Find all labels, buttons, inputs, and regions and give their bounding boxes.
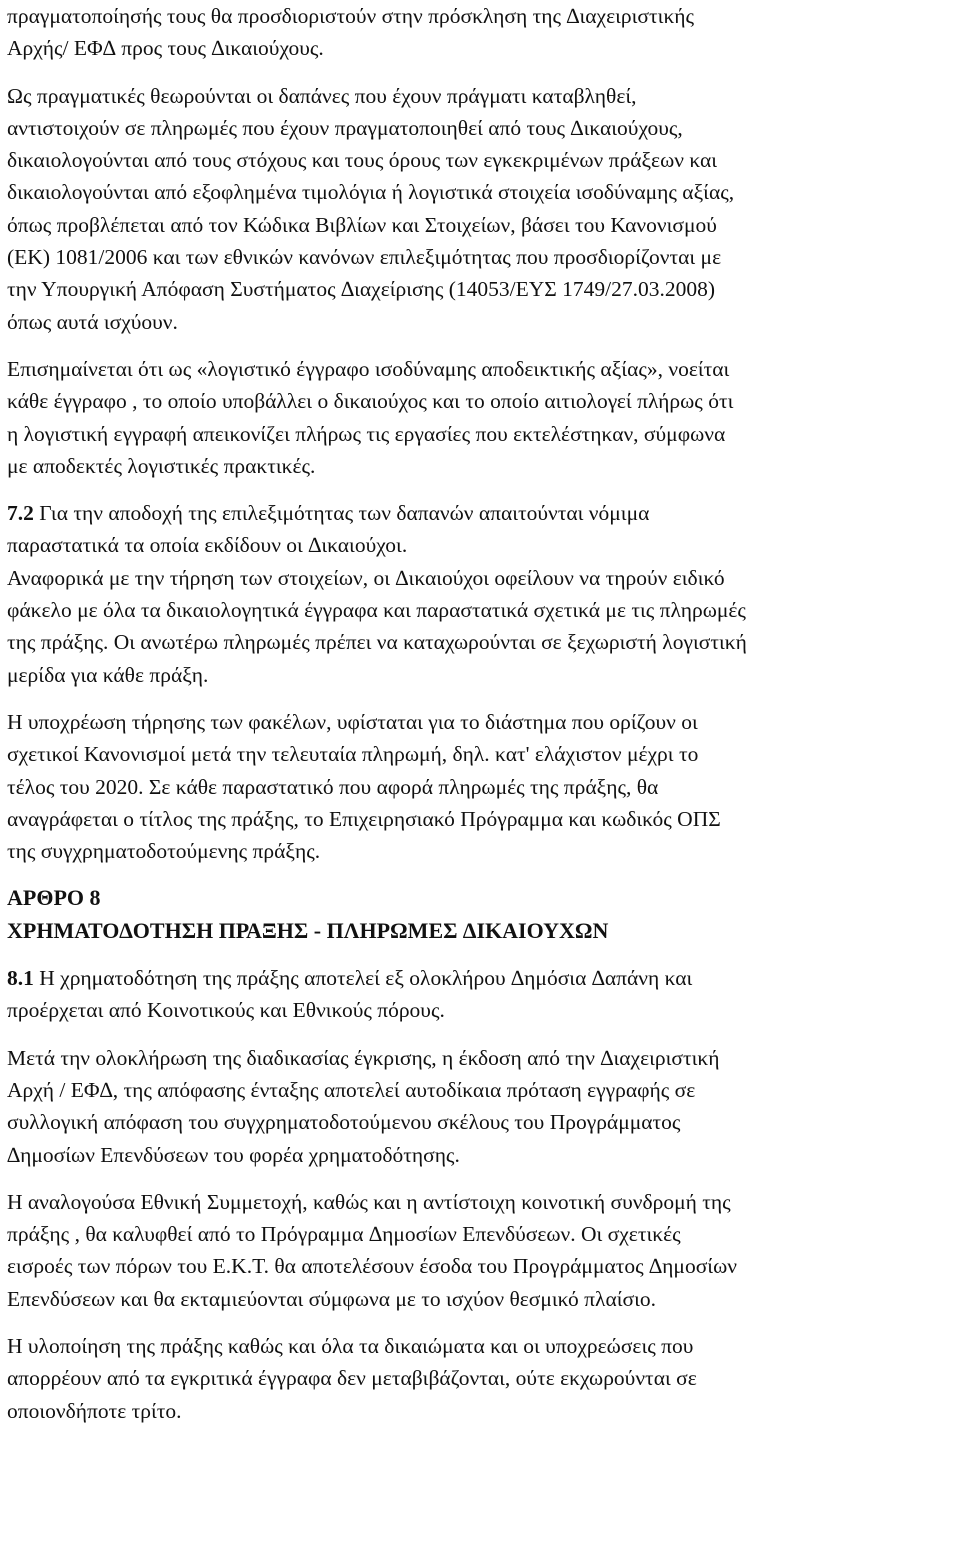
- paragraph-retention: [7, 706, 952, 867]
- text-line: φάκελο με όλα τα δικαιολογητικά έγγραφα και παραστατικά σχετικά με τις πληρωμές: [7, 598, 746, 623]
- text-line: δικαιολογούνται από εξοφλημένα τιμολόγια ή λογιστικά στοιχεία ισοδύναμης αξίας,: [7, 180, 735, 205]
- text-line: Η υλοποίηση της πράξης καθώς και όλα τα δικαιώματα και οι υποχρεώσεις που: [7, 1333, 694, 1358]
- paragraph-accounting-document: [7, 353, 952, 482]
- text-line: μερίδα για κάθε πράξη.: [7, 662, 209, 687]
- text-line: την Υπουργική Απόφαση Συστήματος ∆ιαχείρισης (14053/ΕΥΣ 1749/27.03.2008): [7, 277, 716, 302]
- text-line: Μετά την ολοκλήρωση της διαδικασίας έγκρισης, η έκδοση από την ∆ιαχειριστική: [7, 1045, 720, 1070]
- text-line: πραγματοποίησής τους θα προσδιοριστούν στην πρόσκληση της ∆ιαχειριστικής: [7, 4, 695, 28]
- text-line: εισροές των πόρων του Ε.Κ.Τ. θα αποτελέσουν έσοδα του Προγράμματος ∆ημοσίων: [7, 1254, 737, 1279]
- paragraph-records: [7, 562, 952, 691]
- paragraph-transfer: [7, 1330, 952, 1427]
- text-line: αντιστοιχούν σε πληρωμές που έχουν πραγματοποιηθεί από τους ∆ικαιούχους,: [7, 115, 683, 140]
- text-line: δικαιολογούνται από τους στόχους και τους όρους των εγκεκριμένων πράξεων και: [7, 148, 718, 173]
- text-line: τέλος του 2020. Σε κάθε παραστατικό που αφορά πληρωμές της πράξης, θα: [7, 774, 659, 799]
- text-line: [7, 962, 952, 994]
- text-line: Η αναλογούσα Εθνική Συμμετοχή, καθώς και η αντίστοιχη κοινοτική συνδρομή της: [7, 1189, 731, 1214]
- article-number: ΑΡΘΡΟ 8: [7, 885, 101, 911]
- text-line: με αποδεκτές λογιστικές πρακτικές.: [7, 453, 316, 478]
- article-heading: [7, 882, 952, 947]
- text-line: Αρχή / ΕΦ∆, της απόφασης ένταξης αποτελεί αυτοδίκαια πρόταση εγγραφής σε: [7, 1077, 696, 1102]
- text-line: σχετικοί Κανονισμοί μετά την τελευταία πληρωμή, δηλ. κατ' ελάχιστον μέχρι το: [7, 742, 699, 767]
- text-line: της πράξης. Οι ανωτέρω πληρωμές πρέπει να καταχωρούνται σε ξεχωριστή λογιστική: [7, 630, 747, 655]
- paragraph-national-contribution: [7, 1186, 952, 1315]
- paragraph-8-1: [7, 962, 952, 1027]
- text-line: πράξης , θα καλυφθεί από το Πρόγραμμα ∆ημοσίων Επενδύσεων. Οι σχετικές: [7, 1222, 681, 1247]
- text-line: όπως αυτά ισχύουν.: [7, 309, 178, 334]
- text-line: παραστατικά τα οποία εκδίδουν οι ∆ικαιούχοι.: [7, 533, 408, 558]
- article-title: ΧΡΗΜΑΤΟ∆ΟΤΗΣΗ ΠΡΑΞΗΣ - ΠΛΗΡΩΜΕΣ ∆ΙΚΑΙΟΥΧΩΝ: [7, 917, 609, 943]
- section-number: 7.2: [7, 501, 34, 526]
- text-line: όπως προβλέπεται από τον Κώδικα Βιβλίων και Στοιχείων, βάσει του Κανονισμού: [7, 212, 717, 237]
- text-line: προέρχεται από Κοινοτικούς και Εθνικούς πόρους.: [7, 998, 445, 1023]
- text-line: της συγχρηματοδοτούμενης πράξης.: [7, 839, 321, 864]
- text-line: οποιονδήποτε τρίτο.: [7, 1398, 182, 1423]
- paragraph-expenses: [7, 80, 952, 338]
- text-line: συλλογική απόφαση του συγχρηματοδοτούμενου σκέλους του Προγράμματος: [7, 1110, 681, 1135]
- text-line: κάθε έγγραφο , το οποίο υποβάλλει ο δικαιούχος και το οποίο αιτιολογεί πλήρως ότι: [7, 389, 734, 414]
- text-line: [7, 497, 952, 529]
- document-page: [7, 0, 952, 1427]
- text-line: απορρέουν από τα εγκριτικά έγγραφα δεν μεταβιβάζονται, ούτε εκχωρούνται σε: [7, 1366, 697, 1391]
- text-line: η λογιστική εγγραφή απεικονίζει πλήρως τις εργασίες που εκτελέστηκαν, σύμφωνα: [7, 421, 726, 446]
- text-line: Ως πραγματικές θεωρούνται οι δαπάνες που έχουν πράγματι καταβληθεί,: [7, 83, 637, 108]
- section-text: Για την αποδοχή της επιλεξιμότητας των δαπανών απαιτούνται νόμιμα: [33, 501, 650, 526]
- text-line: αναγράφεται ο τίτλος της πράξης, το Επιχειρησιακό Πρόγραμμα και κωδικός ΟΠΣ: [7, 806, 721, 831]
- section-text: Η χρηματοδότηση της πράξης αποτελεί εξ ολοκλήρου ∆ημόσια ∆απάνη και: [33, 966, 693, 991]
- text-line: Επενδύσεων και θα εκταμιεύονται σύμφωνα με το ισχύον θεσμικό πλαίσιο.: [7, 1286, 656, 1311]
- text-line: Η υποχρέωση τήρησης των φακέλων, υφίσταται για το διάστημα που ορίζουν οι: [7, 709, 698, 734]
- text-line: (ΕΚ) 1081/2006 και των εθνικών κανόνων επιλεξιμότητας που προσδιορίζονται με: [7, 245, 722, 270]
- section-number: 8.1: [7, 966, 34, 991]
- text-line: Επισημαίνεται ότι ως «λογιστικό έγγραφο ισοδύναμης αποδεικτικής αξίας», νοείται: [7, 356, 730, 381]
- paragraph-7-2: [7, 497, 952, 562]
- text-line: Αρχής/ ΕΦ∆ προς τους ∆ικαιούχους.: [7, 36, 324, 61]
- paragraph-approval: [7, 1042, 952, 1171]
- paragraph-intro: [7, 0, 952, 65]
- text-line: ∆ημοσίων Επενδύσεων του φορέα χρηματοδότησης.: [7, 1142, 460, 1167]
- text-line: Αναφορικά με την τήρηση των στοιχείων, οι ∆ικαιούχοι οφείλουν να τηρούν ειδικό: [7, 565, 725, 590]
